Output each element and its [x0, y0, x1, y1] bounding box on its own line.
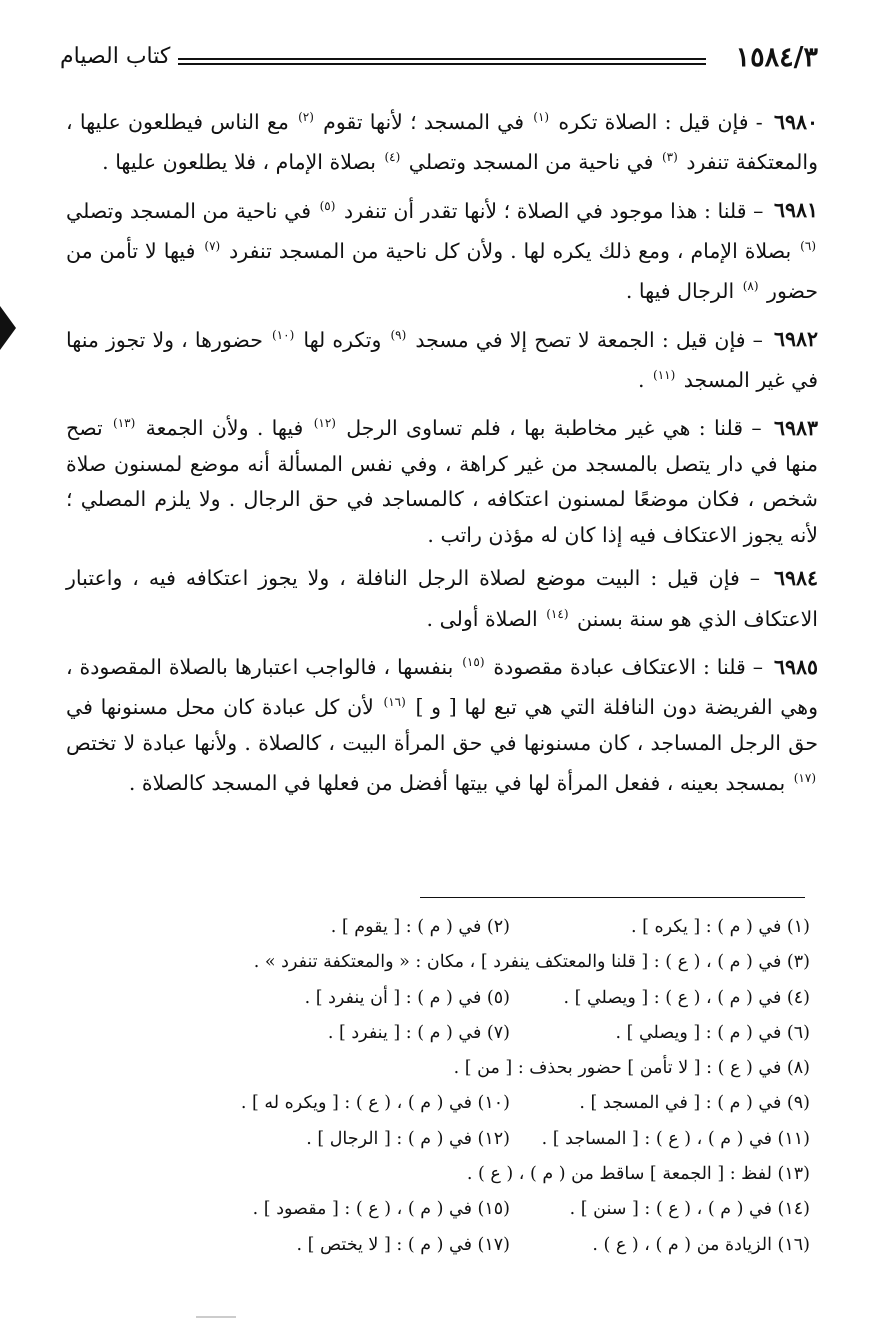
page-edge-mark: [0, 306, 16, 350]
footnote: (١٦) الزيادة من ( م ) ، ( ع ) .: [592, 1234, 810, 1255]
paragraph: [66, 318, 818, 399]
footnote-marker: (٨): [742, 279, 759, 294]
paragraph-number: ٦٩٨٣: [773, 416, 818, 441]
footnote-separator: [420, 897, 805, 898]
text-segment: – قلنا : هذا موجود في الصلاة ؛ لأنها تقدر أن تنفرد: [337, 198, 770, 223]
main-text: [66, 100, 818, 809]
text-segment: فيها لا تأمن من حضور: [66, 238, 818, 304]
footnote: (٥) في ( م ) : [ أن ينفرد ] .: [304, 987, 510, 1008]
text-segment: – قلنا : هي غير مخاطبة بها ، فلم تساوى الرجل: [337, 416, 770, 441]
footnote: (١٣) لفظ : [ الجمعة ] ساقط من ( م ) ، ( ع ) .: [466, 1164, 810, 1185]
footnote: (٤) في ( م ) ، ( ع ) : [ ويصلي ] .: [563, 987, 810, 1008]
text-segment: الرجال فيها .: [625, 279, 741, 304]
footnote-marker: (٥): [319, 198, 336, 213]
footnote-row: [90, 1016, 810, 1051]
text-segment: بنفسها ، فالواجب اعتبارها بالصلاة المقصودة ، وهي الفريضة دون النافلة التي هي تبع لها [ و ]: [66, 654, 819, 720]
footnote-marker: (١٥): [462, 654, 485, 669]
scan-artifact: [196, 1316, 236, 1318]
footnote-marker: (١٧): [793, 771, 816, 786]
footnote-marker: (٧): [204, 238, 221, 253]
footnote-row: [90, 981, 810, 1016]
footnote-marker: (١٠): [271, 327, 295, 342]
paragraph-number: ٦٩٨٥: [773, 654, 818, 679]
footnote: (٩) في ( م ) : [ في المسجد ] .: [579, 1093, 810, 1114]
text-segment: في ناحية من المسجد وتصلي: [402, 150, 660, 175]
paragraph: [66, 406, 818, 553]
footnote: (٢) في ( م ) : [ يقوم ] .: [330, 917, 510, 937]
text-segment: - فإن قيل : الصلاة تكره: [551, 109, 770, 134]
running-header: [60, 40, 818, 80]
footnote-marker: (١١): [653, 367, 676, 382]
text-segment: – قلنا : الاعتكاف عبادة مقصودة: [486, 654, 770, 679]
footnote: (١٥) في ( م ) ، ( ع ) : [ مقصود ] .: [252, 1199, 510, 1220]
footnote-marker: (١٢): [313, 416, 336, 431]
text-segment: تصح منها في دار يتصل بالمسجد من غير كراهة ، وفي نفس المسألة أنه موضع لمسنون صلاة شخص ، فكان موضعًا لمسنون اعتكافه ، كالمساجد في حق الرجال . ولا يلزم المصلي ؛ لأنه يجوز الاعتكاف فيه إذا كان له مؤذن راتب .: [66, 416, 818, 547]
footnote: (١٧) في ( م ) : [ لا يختص ] .: [296, 1234, 510, 1255]
text-segment: حضورها ، ولا تجوز منها في غير المسجد: [66, 327, 818, 392]
footnotes: [90, 910, 810, 1263]
footnote: (١٤) في ( م ) ، ( ع ) : [ سنن ] .: [569, 1199, 810, 1220]
footnote-marker: (٦): [800, 238, 816, 253]
header-double-rule: [178, 58, 706, 65]
footnote-marker: (١٦): [383, 695, 406, 710]
text-segment: بمسجد بعينه ، ففعل المرأة لها في بيتها أفضل من فعلها في المسجد كالصلاة .: [128, 770, 792, 795]
paragraph-number: ٦٩٨٠: [773, 109, 818, 134]
footnote-marker: (١٤): [546, 606, 569, 621]
paragraph: [66, 645, 818, 801]
paragraph: [66, 189, 818, 310]
footnote-marker: (١): [533, 110, 550, 124]
footnote-row: [90, 1157, 810, 1192]
text-segment: بصلاة الإمام ، ومع ذلك يكره لها . ولأن كل ناحية من المسجد تنفرد: [222, 238, 799, 263]
footnote-row: [90, 1122, 810, 1157]
text-segment: في المسجد ؛ لأنها تقوم: [315, 109, 532, 134]
footnote-marker: (٤): [384, 150, 401, 165]
text-segment: فيها . ولأن الجمعة: [137, 416, 312, 441]
footnote-row: [90, 945, 810, 980]
footnote: (٨) في ( ع ) : [ لا تأمن ] حضور بحذف : [ من ] .: [453, 1058, 810, 1079]
text-segment: – فإن قيل : الجمعة لا تصح إلا في مسجد: [408, 327, 770, 352]
text-segment: – فإن قيل : البيت موضع لصلاة الرجل النافلة ، ولا يجوز اعتكافه فيه ، واعتبار الاعتكاف الذي هو سنة بسنن: [66, 566, 818, 631]
text-segment: بصلاة الإمام ، فلا يطلعون عليها .: [102, 150, 383, 175]
footnote: (٣) في ( م ) ، ( ع ) : [ قلنا والمعتكف ينفرد ] ، مكان : « والمعتكفة تنفرد » .: [253, 952, 810, 973]
paragraph-number: ٦٩٨١: [773, 198, 818, 223]
footnote-marker: (٩): [390, 327, 407, 342]
footnote-marker: (٢): [298, 110, 314, 124]
book-title: كتاب الصيام: [60, 44, 171, 69]
footnote: (١٢) في ( م ) : [ الرجال ] .: [306, 1128, 510, 1149]
text-segment: لأن كل عبادة كان محل مسنونها في حق الرجل المساجد ، كان مسنونها في حق المرأة البيت ، كالصلاة . ولأنها عبادة لا تختص: [66, 695, 818, 755]
footnote: (١) في ( م ) : [ يكره ] .: [630, 917, 810, 937]
footnote-row: [90, 1051, 810, 1086]
text-segment: الصلاة أولى .: [426, 606, 545, 631]
footnote-row: [90, 910, 810, 945]
paragraph: [66, 100, 818, 181]
text-segment: وتكره لها: [296, 327, 389, 352]
footnote-marker: (١٣): [113, 416, 136, 431]
footnote: (١١) في ( م ) ، ( ع ) : [ المساجد ] .: [541, 1128, 810, 1149]
footnote: (٧) في ( م ) : [ ينفرد ] .: [327, 1022, 510, 1043]
footnote: (٦) في ( م ) : [ ويصلي ] .: [615, 1022, 810, 1043]
text-segment: .: [637, 367, 651, 392]
text-segment: مع الناس فيطلعون عليها ، والمعتكفة تنفرد: [66, 109, 818, 175]
footnote-row: [90, 1228, 810, 1263]
footnote-row: [90, 1192, 810, 1227]
footnote-marker: (٣): [661, 150, 678, 165]
text-segment: في ناحية من المسجد وتصلي: [66, 198, 318, 223]
paragraph: [66, 561, 818, 637]
paragraph-number: ٦٩٨٤: [773, 566, 818, 591]
footnote: (١٠) في ( م ) ، ( ع ) : [ ويكره له ] .: [240, 1093, 510, 1114]
paragraph-number: ٦٩٨٢: [773, 327, 819, 352]
page-number: ١٥٨٤/٣: [735, 42, 818, 73]
footnote-row: [90, 1086, 810, 1121]
